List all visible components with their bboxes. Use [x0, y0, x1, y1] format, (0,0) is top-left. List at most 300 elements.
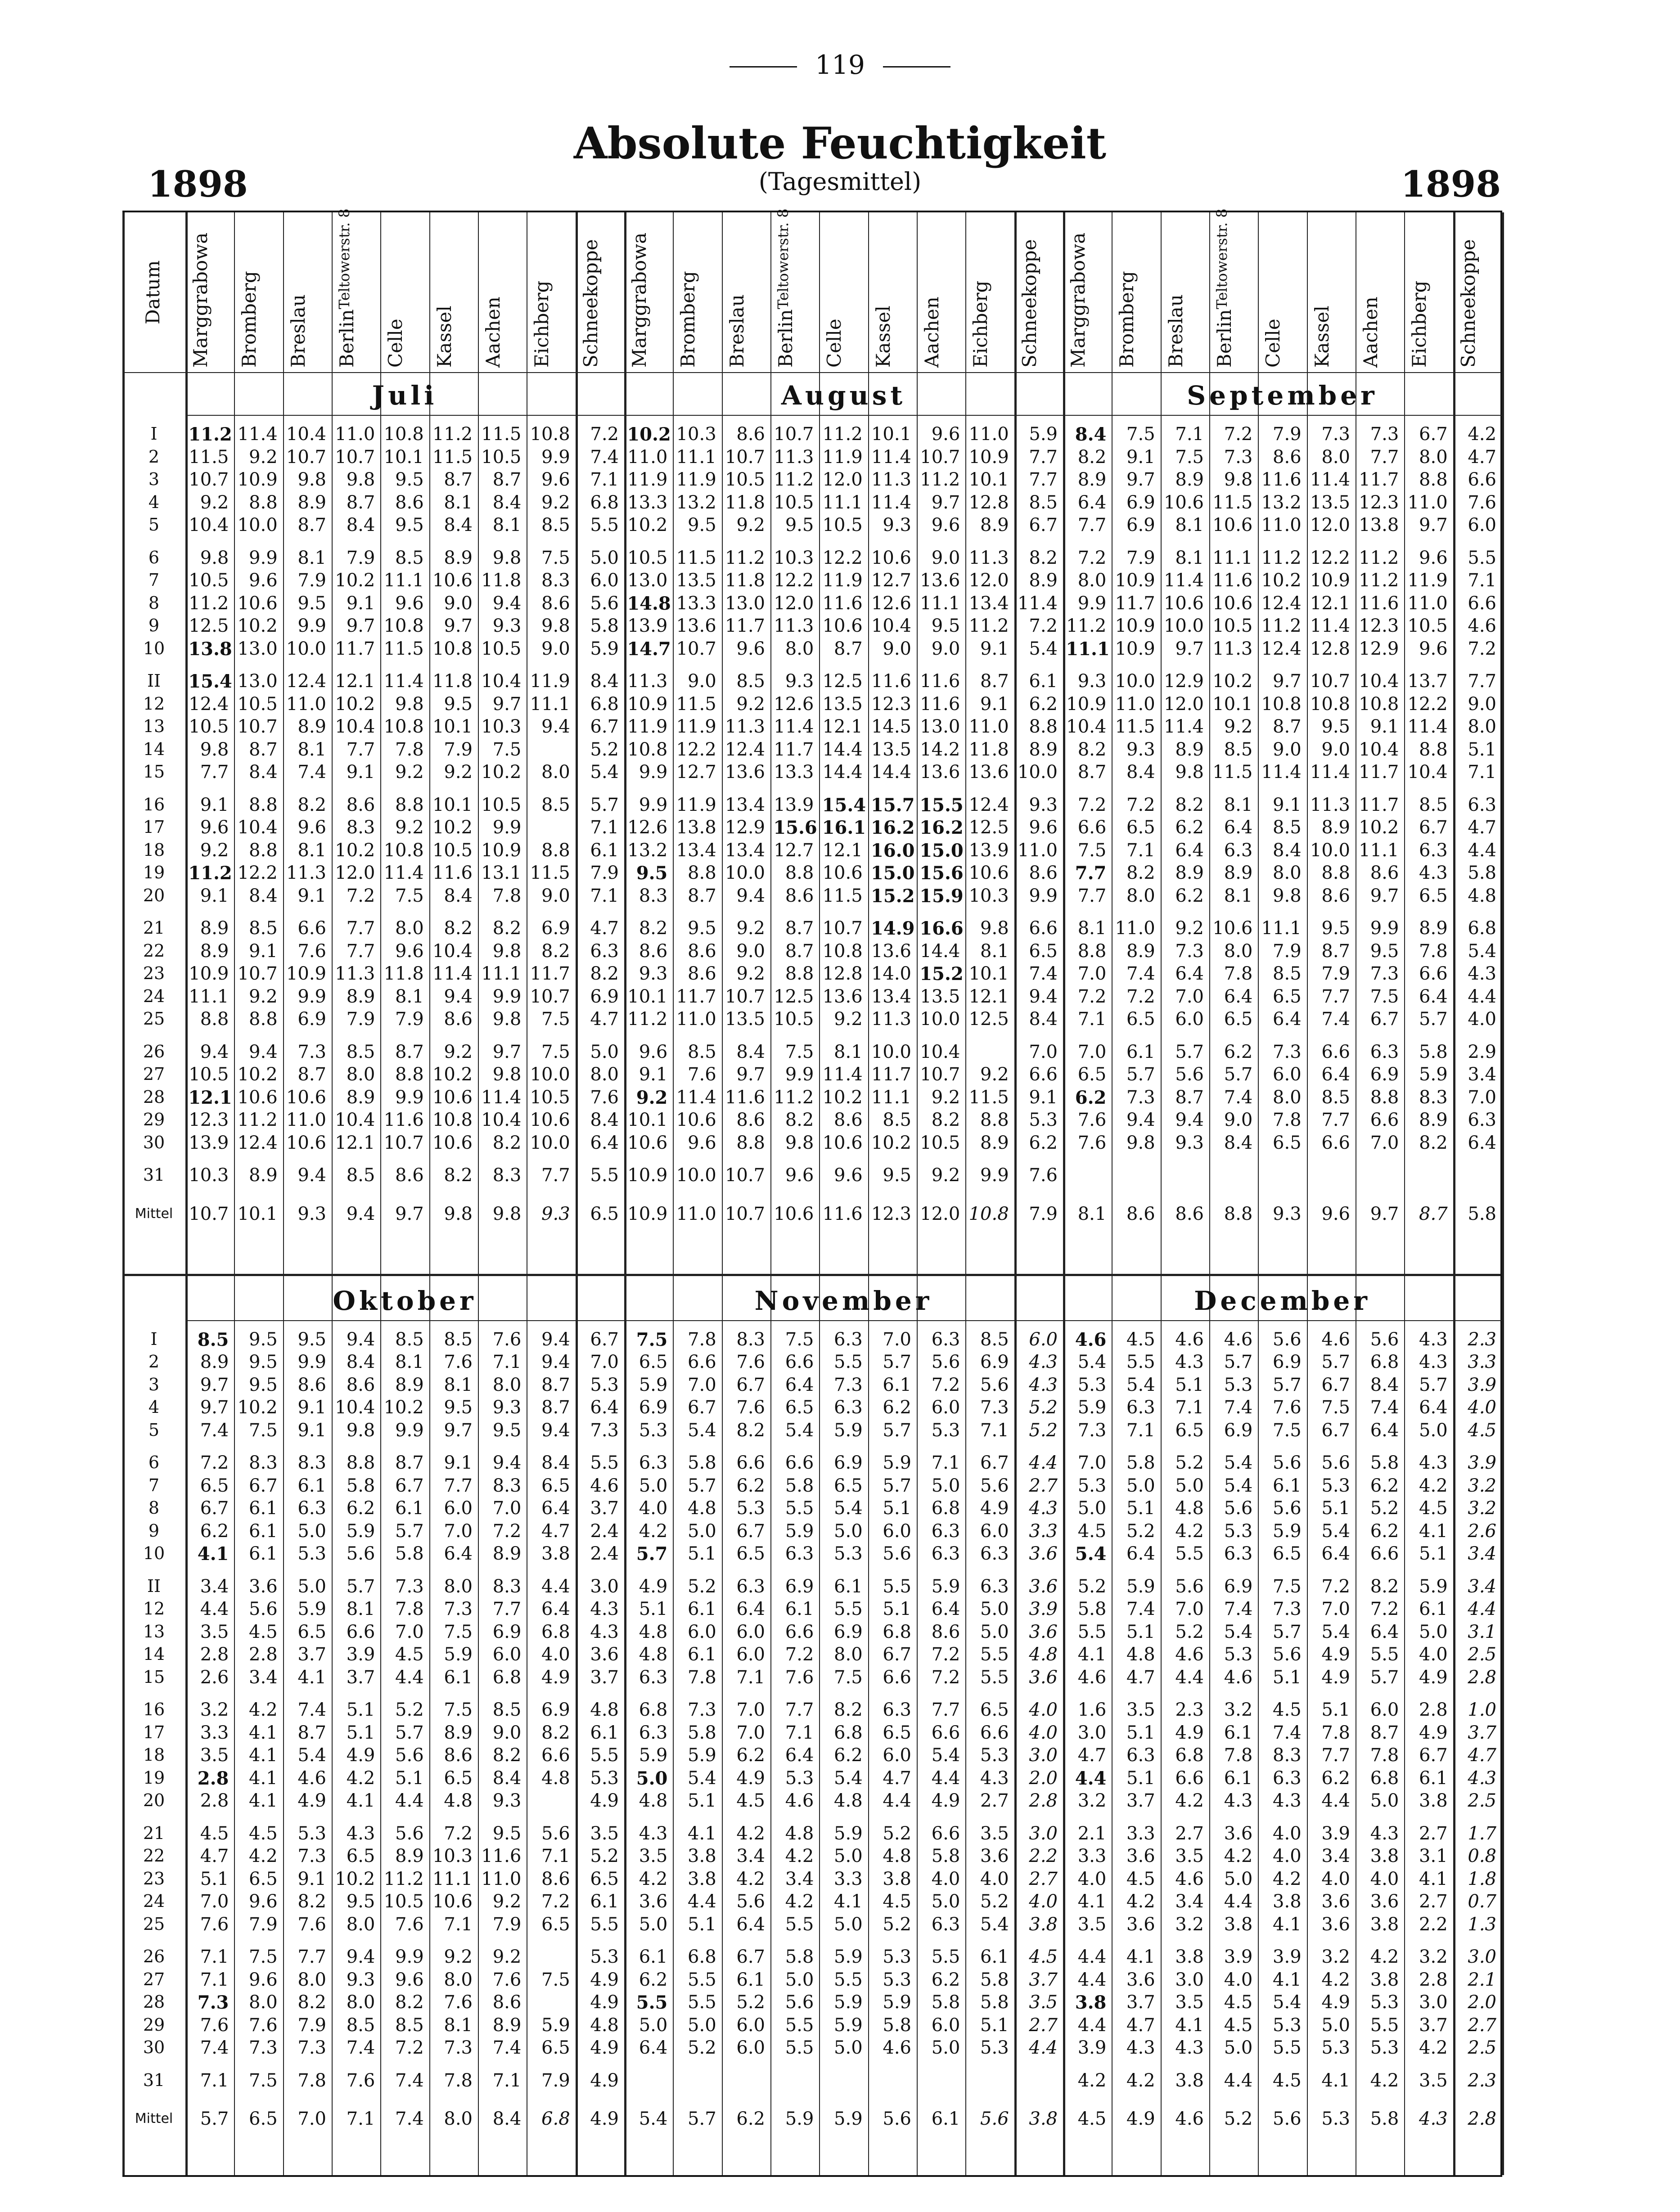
data-cell: 7.1 — [1468, 570, 1496, 591]
data-cell: 9.0 — [1468, 693, 1496, 715]
data-cell: 9.9 — [297, 1352, 326, 1372]
data-cell: 6.1 — [249, 1498, 278, 1519]
data-cell: 6.2 — [1175, 817, 1204, 838]
data-cell: 12.8 — [1310, 638, 1350, 659]
data-cell: 6.8 — [834, 1722, 863, 1743]
data-cell: 11.2 — [383, 1868, 424, 1889]
data-cell: 6.4 — [1224, 817, 1253, 838]
row-day-number: 6 — [148, 547, 160, 567]
data-cell: 7.2 — [395, 2037, 424, 2058]
row-day-number: 22 — [143, 940, 165, 961]
data-cell: 4.6 — [785, 1790, 814, 1811]
data-cell: 3.4 — [1321, 1846, 1350, 1866]
data-cell: 3.8 — [1029, 1914, 1058, 1935]
data-cell: 8.5 — [1273, 817, 1302, 838]
data-cell: 3.6 — [1029, 1667, 1058, 1688]
data-cell: 5.7 — [1126, 1064, 1155, 1085]
data-cell: 9.5 — [395, 515, 424, 535]
data-cell: 10.6 — [432, 1891, 473, 1912]
data-cell: 8.9 — [1321, 817, 1350, 838]
data-cell: 9.1 — [297, 885, 326, 906]
data-cell: 4.9 — [639, 1576, 668, 1597]
data-cell: 7.9 — [541, 2070, 570, 2091]
data-cell: 4.5 — [1126, 1329, 1155, 1350]
data-cell: 5.1 — [1321, 1699, 1350, 1720]
data-cell: 8.6 — [736, 424, 765, 445]
row-day-number: 4 — [148, 1397, 160, 1417]
data-cell: 5.7 — [688, 1475, 716, 1496]
station-header-marggrabowa — [1068, 217, 1088, 368]
data-cell: 8.2 — [444, 918, 473, 939]
data-cell: 6.2 — [1029, 693, 1058, 715]
station-header-breslau — [1166, 217, 1186, 368]
data-cell: 6.1 — [249, 1543, 278, 1564]
data-cell: 4.5 — [1224, 2014, 1253, 2036]
data-cell: 5.4 — [1126, 1374, 1155, 1395]
mittel-cell: 2.8 — [1468, 2109, 1496, 2129]
data-cell: 9.6 — [785, 1165, 814, 1186]
data-cell: 8.4 — [249, 885, 278, 906]
data-cell: 11.6 — [725, 1087, 765, 1108]
data-cell: 5.0 — [590, 1041, 619, 1062]
data-cell: 11.2 — [968, 616, 1009, 636]
data-cell: 4.4 — [541, 1576, 570, 1597]
data-cell: 9.5 — [688, 918, 716, 939]
data-cell: 7.3 — [1370, 424, 1399, 445]
month-title-divider — [185, 415, 624, 416]
data-cell: 9.4 — [200, 1041, 229, 1062]
column-divider — [1502, 212, 1504, 2175]
data-cell: 10.6 — [676, 1110, 716, 1130]
data-cell: 5.6 — [249, 1599, 278, 1619]
data-cell: 5.5 — [636, 1992, 668, 2013]
data-cell: 7.0 — [590, 1352, 619, 1372]
data-cell: 6.4 — [1419, 986, 1448, 1007]
data-cell: 6.0 — [736, 2014, 765, 2036]
data-cell: 9.7 — [346, 616, 375, 636]
data-cell: 10.8 — [1310, 693, 1350, 715]
data-cell: 6.5 — [1077, 1064, 1107, 1085]
data-cell: 14.4 — [822, 762, 863, 782]
data-cell: 2.2 — [1419, 1914, 1448, 1935]
row-day-number: 27 — [143, 1064, 165, 1084]
data-cell: 5.3 — [1370, 2037, 1399, 2058]
data-cell: 11.5 — [1115, 716, 1155, 737]
data-cell: 6.6 — [1321, 1041, 1350, 1062]
data-cell: 6.0 — [736, 1621, 765, 1642]
mittel-cell: 6.8 — [541, 2109, 570, 2129]
data-cell: 11.7 — [1359, 762, 1399, 782]
data-cell: 4.0 — [1029, 1699, 1058, 1720]
data-cell: 7.6 — [200, 1914, 229, 1935]
data-cell: 4.6 — [1075, 1329, 1107, 1350]
data-cell: 11.4 — [871, 492, 911, 513]
data-cell: 8.4 — [346, 1352, 375, 1372]
data-cell: 9.2 — [736, 918, 765, 939]
data-cell: 3.2 — [1077, 1790, 1107, 1811]
data-cell: 4.3 — [590, 1599, 619, 1619]
data-cell: 10.4 — [1359, 671, 1399, 692]
data-cell: 15.4 — [188, 671, 232, 692]
data-cell: 9.1 — [249, 940, 278, 962]
data-cell: 6.6 — [346, 1621, 375, 1642]
data-cell: 11.6 — [481, 1846, 522, 1866]
data-cell: 12.5 — [189, 616, 229, 636]
data-cell: 6.9 — [541, 918, 570, 939]
data-cell: 5.0 — [1321, 2014, 1350, 2036]
data-cell: 6.4 — [1468, 1132, 1496, 1153]
data-cell: 7.9 — [395, 1009, 424, 1030]
data-cell: 5.2 — [1175, 1621, 1204, 1642]
data-cell: 10.5 — [481, 794, 522, 815]
data-cell: 5.8 — [1419, 1041, 1448, 1062]
data-cell: 10.2 — [432, 817, 473, 838]
data-cell: 13.0 — [725, 593, 765, 614]
data-cell: 6.3 — [1224, 840, 1253, 861]
data-cell: 15.6 — [773, 817, 817, 838]
station-name: Eichberg — [969, 280, 992, 368]
data-cell: 8.2 — [1077, 739, 1107, 760]
data-cell: 3.4 — [736, 1846, 765, 1866]
data-cell: 3.0 — [1029, 1823, 1058, 1844]
data-cell: 9.4 — [346, 1947, 375, 1967]
data-cell: 5.8 — [931, 1846, 960, 1866]
data-cell: 6.9 — [492, 1621, 522, 1642]
data-cell: 8.5 — [1273, 963, 1302, 984]
data-cell: 8.7 — [249, 739, 278, 760]
data-cell: 5.8 — [688, 1722, 716, 1743]
data-cell: 3.8 — [688, 1846, 716, 1866]
station-name: Kassel — [433, 306, 455, 368]
data-cell: 13.2 — [676, 492, 716, 513]
data-cell: 9.9 — [395, 1420, 424, 1441]
station-subtitle: Teltowerstr. 8 — [1213, 208, 1230, 310]
data-cell: 5.2 — [1029, 1420, 1058, 1441]
data-cell: 10.5 — [383, 1891, 424, 1912]
data-cell: 6.4 — [541, 1599, 570, 1619]
data-cell: 6.9 — [980, 1352, 1009, 1372]
data-cell: 7.6 — [590, 1087, 619, 1108]
data-cell: 3.1 — [1419, 1846, 1448, 1866]
data-cell: 10.5 — [774, 1009, 814, 1030]
data-cell: 10.0 — [920, 1009, 960, 1030]
data-cell: 10.2 — [627, 424, 671, 445]
data-cell: 11.0 — [1407, 593, 1448, 614]
data-cell: 13.4 — [725, 840, 765, 861]
data-cell: 4.3 — [1029, 1352, 1058, 1372]
data-cell: 4.4 — [688, 1891, 716, 1912]
month-title-august: August — [781, 380, 906, 411]
row-day-number: 5 — [148, 515, 160, 535]
data-cell: 0.8 — [1468, 1846, 1496, 1866]
data-cell: 4.0 — [1077, 1868, 1107, 1889]
data-cell: 4.0 — [1029, 1891, 1058, 1912]
data-cell: 4.3 — [1468, 963, 1496, 984]
data-cell: 10.2 — [383, 1397, 424, 1418]
data-cell: 5.4 — [1029, 638, 1058, 659]
data-cell: 6.6 — [1029, 918, 1058, 939]
data-cell: 11.6 — [822, 593, 863, 614]
data-cell: 10.5 — [920, 1132, 960, 1153]
data-cell: 7.4 — [590, 446, 619, 468]
data-cell: 11.4 — [1261, 762, 1302, 782]
row-day-number: 14 — [143, 739, 165, 759]
data-cell: 8.9 — [200, 918, 229, 939]
data-cell: 7.8 — [1224, 963, 1253, 984]
data-cell: 4.7 — [883, 1767, 911, 1789]
data-cell: 4.1 — [197, 1543, 229, 1565]
data-cell: 9.2 — [931, 1165, 960, 1186]
data-cell: 15.0 — [871, 863, 915, 884]
data-cell: 12.3 — [189, 1110, 229, 1130]
data-cell: 7.7 — [1321, 1110, 1350, 1130]
data-cell: 10.7 — [530, 986, 570, 1007]
data-cell: 4.3 — [590, 1621, 619, 1642]
data-cell: 11.5 — [481, 424, 522, 445]
data-cell: 8.0 — [1273, 1087, 1302, 1108]
data-cell: 13.6 — [968, 762, 1009, 782]
data-cell: 7.6 — [346, 2070, 375, 2091]
data-cell: 8.8 — [785, 963, 814, 984]
data-cell: 8.8 — [1321, 863, 1350, 883]
data-cell: 12.5 — [822, 671, 863, 692]
data-cell: 9.7 — [736, 1064, 765, 1085]
data-cell: 6.5 — [541, 1475, 570, 1496]
column-divider — [283, 212, 284, 2175]
month-title-december: December — [1194, 1285, 1371, 1316]
data-cell: 11.0 — [627, 446, 668, 468]
row-day-number: 29 — [143, 2014, 165, 2035]
data-cell: 2.8 — [197, 1767, 229, 1789]
data-cell: 4.4 — [1175, 1667, 1204, 1688]
data-cell: 8.7 — [297, 1722, 326, 1743]
data-cell: 4.5 — [1419, 1498, 1448, 1519]
data-cell: 10.7 — [920, 1064, 960, 1085]
data-cell: 9.5 — [444, 1397, 473, 1418]
data-cell: 5.8 — [785, 1475, 814, 1496]
data-cell: 3.2 — [1175, 1914, 1204, 1935]
station-name: Kassel — [1311, 306, 1333, 368]
data-cell: 6.1 — [1126, 1041, 1155, 1062]
data-cell: 9.1 — [297, 1868, 326, 1889]
data-cell: 9.5 — [1321, 918, 1350, 939]
data-cell: 9.4 — [492, 1452, 522, 1473]
data-cell: 7.0 — [1077, 963, 1107, 984]
data-cell: 4.9 — [590, 1790, 619, 1811]
row-day-number: 20 — [143, 885, 165, 905]
data-cell: 7.6 — [444, 1352, 473, 1372]
data-cell: 7.5 — [1077, 840, 1107, 861]
column-divider — [1209, 212, 1210, 2175]
data-cell: 4.8 — [1468, 885, 1496, 906]
data-cell: 6.1 — [590, 1891, 619, 1912]
data-cell: 8.9 — [444, 547, 473, 568]
data-cell: 7.1 — [200, 2070, 229, 2091]
data-cell: 4.8 — [639, 1790, 668, 1811]
data-cell: 8.3 — [346, 817, 375, 838]
column-divider — [380, 212, 381, 2175]
data-cell: 9.4 — [541, 1420, 570, 1441]
data-cell: 4.7 — [590, 918, 619, 939]
data-cell: 9.1 — [346, 762, 375, 782]
data-cell: 11.7 — [871, 1064, 911, 1085]
data-cell: 4.2 — [249, 1699, 278, 1720]
data-cell: 10.4 — [189, 515, 229, 535]
mittel-cell: 8.0 — [444, 2109, 473, 2129]
data-cell: 11.6 — [920, 693, 960, 715]
row-day-number: 17 — [143, 1722, 165, 1742]
data-cell: 9.2 — [444, 1947, 473, 1967]
data-cell: 8.9 — [346, 986, 375, 1007]
data-cell: 7.2 — [444, 1823, 473, 1844]
data-cell: 10.8 — [822, 940, 863, 962]
data-cell: 7.6 — [688, 1064, 716, 1085]
data-cell: 6.3 — [883, 1699, 911, 1720]
data-cell: 4.7 — [1468, 817, 1496, 838]
data-cell: 11.9 — [627, 716, 668, 737]
data-cell: 6.3 — [297, 1498, 326, 1519]
data-cell: 7.3 — [444, 1599, 473, 1619]
column-divider — [965, 212, 966, 2175]
data-cell: 12.0 — [335, 863, 375, 883]
data-cell: 13.8 — [676, 817, 716, 838]
month-title-divider — [624, 415, 1063, 416]
data-cell: 4.2 — [249, 1846, 278, 1866]
data-cell: 11.7 — [1115, 593, 1155, 614]
mittel-cell: 9.3 — [1273, 1203, 1302, 1224]
data-cell: 9.7 — [931, 492, 960, 513]
data-cell: 12.1 — [188, 1087, 232, 1108]
row-day-number: 18 — [143, 1745, 165, 1765]
data-cell: 5.5 — [1468, 547, 1496, 568]
data-cell: 10.4 — [335, 1397, 375, 1418]
data-cell: 6.3 — [590, 940, 619, 962]
data-cell: 8.6 — [639, 940, 668, 962]
data-cell: 9.2 — [200, 492, 229, 513]
data-cell: 7.9 — [1321, 963, 1350, 984]
data-cell: 6.0 — [736, 1644, 765, 1665]
data-cell: 3.2 — [1468, 1498, 1496, 1519]
data-cell: 5.1 — [1126, 1498, 1155, 1519]
data-cell: 5.1 — [1126, 1722, 1155, 1743]
data-cell: 7.8 — [1370, 1745, 1399, 1766]
data-cell: 6.4 — [736, 1914, 765, 1935]
data-cell: 6.3 — [1126, 1397, 1155, 1418]
data-cell: 8.1 — [444, 2014, 473, 2036]
data-cell: 16.0 — [871, 840, 915, 861]
data-cell: 7.3 — [834, 1374, 863, 1395]
data-cell: 4.2 — [639, 1520, 668, 1542]
data-cell: 9.3 — [346, 1969, 375, 1990]
data-cell: 5.1 — [1126, 1767, 1155, 1789]
data-cell: 10.5 — [237, 693, 278, 715]
data-cell: 3.4 — [1468, 1543, 1496, 1564]
data-cell: 6.6 — [1321, 1132, 1350, 1153]
mittel-cell: 10.7 — [189, 1203, 229, 1224]
data-cell: 8.3 — [736, 1329, 765, 1350]
data-cell: 5.5 — [1273, 2037, 1302, 2058]
data-cell: 11.6 — [920, 671, 960, 692]
data-cell: 4.9 — [590, 2070, 619, 2091]
data-cell: 8.2 — [492, 918, 522, 939]
data-cell: 4.7 — [1126, 2014, 1155, 2036]
data-cell: 6.5 — [883, 1722, 911, 1743]
data-cell: 7.8 — [395, 1599, 424, 1619]
data-cell: 9.9 — [1077, 593, 1107, 614]
data-cell: 2.7 — [980, 1790, 1009, 1811]
data-cell: 15.5 — [919, 794, 964, 816]
station-header-kassel — [1312, 217, 1332, 368]
data-cell: 7.3 — [980, 1397, 1009, 1418]
data-cell: 4.8 — [590, 1699, 619, 1720]
data-cell: 7.7 — [541, 1165, 570, 1186]
data-cell: 8.8 — [541, 840, 570, 861]
data-cell: 8.7 — [1077, 762, 1107, 782]
data-cell: 5.7 — [1224, 1064, 1253, 1085]
data-cell: 4.4 — [1224, 2070, 1253, 2091]
data-cell: 5.1 — [346, 1722, 375, 1743]
data-cell: 7.9 — [346, 1009, 375, 1030]
data-cell: 7.4 — [297, 762, 326, 782]
data-cell: 13.9 — [774, 794, 814, 815]
data-cell: 8.0 — [590, 1064, 619, 1085]
data-cell: 8.9 — [395, 1846, 424, 1866]
data-cell: 9.9 — [1370, 918, 1399, 939]
data-cell: 6.8 — [492, 1667, 522, 1688]
data-cell: 10.2 — [335, 1868, 375, 1889]
data-cell: 5.1 — [1321, 1498, 1350, 1519]
data-cell: 3.6 — [1126, 1914, 1155, 1935]
column-divider — [1014, 212, 1017, 2175]
data-cell: 4.0 — [931, 1868, 960, 1889]
data-cell: 4.9 — [541, 1667, 570, 1688]
data-cell: 5.6 — [980, 1475, 1009, 1496]
data-cell: 3.5 — [200, 1621, 229, 1642]
data-cell: 8.0 — [834, 1644, 863, 1665]
data-cell: 7.7 — [444, 1475, 473, 1496]
data-cell: 11.4 — [383, 863, 424, 883]
data-cell: 3.9 — [1077, 2037, 1107, 2058]
data-cell: 10.7 — [383, 1132, 424, 1153]
data-cell: 10.7 — [237, 716, 278, 737]
data-cell: 6.6 — [297, 918, 326, 939]
data-cell: 7.3 — [1224, 446, 1253, 468]
data-cell: 4.6 — [1224, 1667, 1253, 1688]
data-cell: 5.5 — [1175, 1543, 1204, 1564]
data-cell: 10.2 — [335, 693, 375, 715]
data-cell: 4.4 — [1029, 2037, 1058, 2058]
data-cell: 9.7 — [200, 1374, 229, 1395]
data-cell: 6.8 — [1175, 1745, 1204, 1766]
data-cell: 7.2 — [1126, 986, 1155, 1007]
data-cell: 3.2 — [1321, 1947, 1350, 1967]
data-cell: 11.2 — [725, 547, 765, 568]
data-cell: 11.5 — [968, 1087, 1009, 1108]
data-cell: 5.3 — [785, 1767, 814, 1789]
data-cell: 4.8 — [639, 1644, 668, 1665]
data-cell: 8.6 — [395, 1165, 424, 1186]
data-cell: 3.6 — [590, 1644, 619, 1665]
data-cell: 11.7 — [774, 739, 814, 760]
data-cell: 2.0 — [1029, 1767, 1058, 1789]
data-cell: 5.3 — [297, 1823, 326, 1844]
data-cell: 8.6 — [834, 1110, 863, 1130]
data-cell: 6.6 — [1077, 817, 1107, 838]
data-cell: 7.7 — [785, 1699, 814, 1720]
data-cell: 11.4 — [774, 716, 814, 737]
station-name: Schneekoppe — [1457, 239, 1479, 368]
row-day-number: 7 — [148, 1475, 160, 1495]
